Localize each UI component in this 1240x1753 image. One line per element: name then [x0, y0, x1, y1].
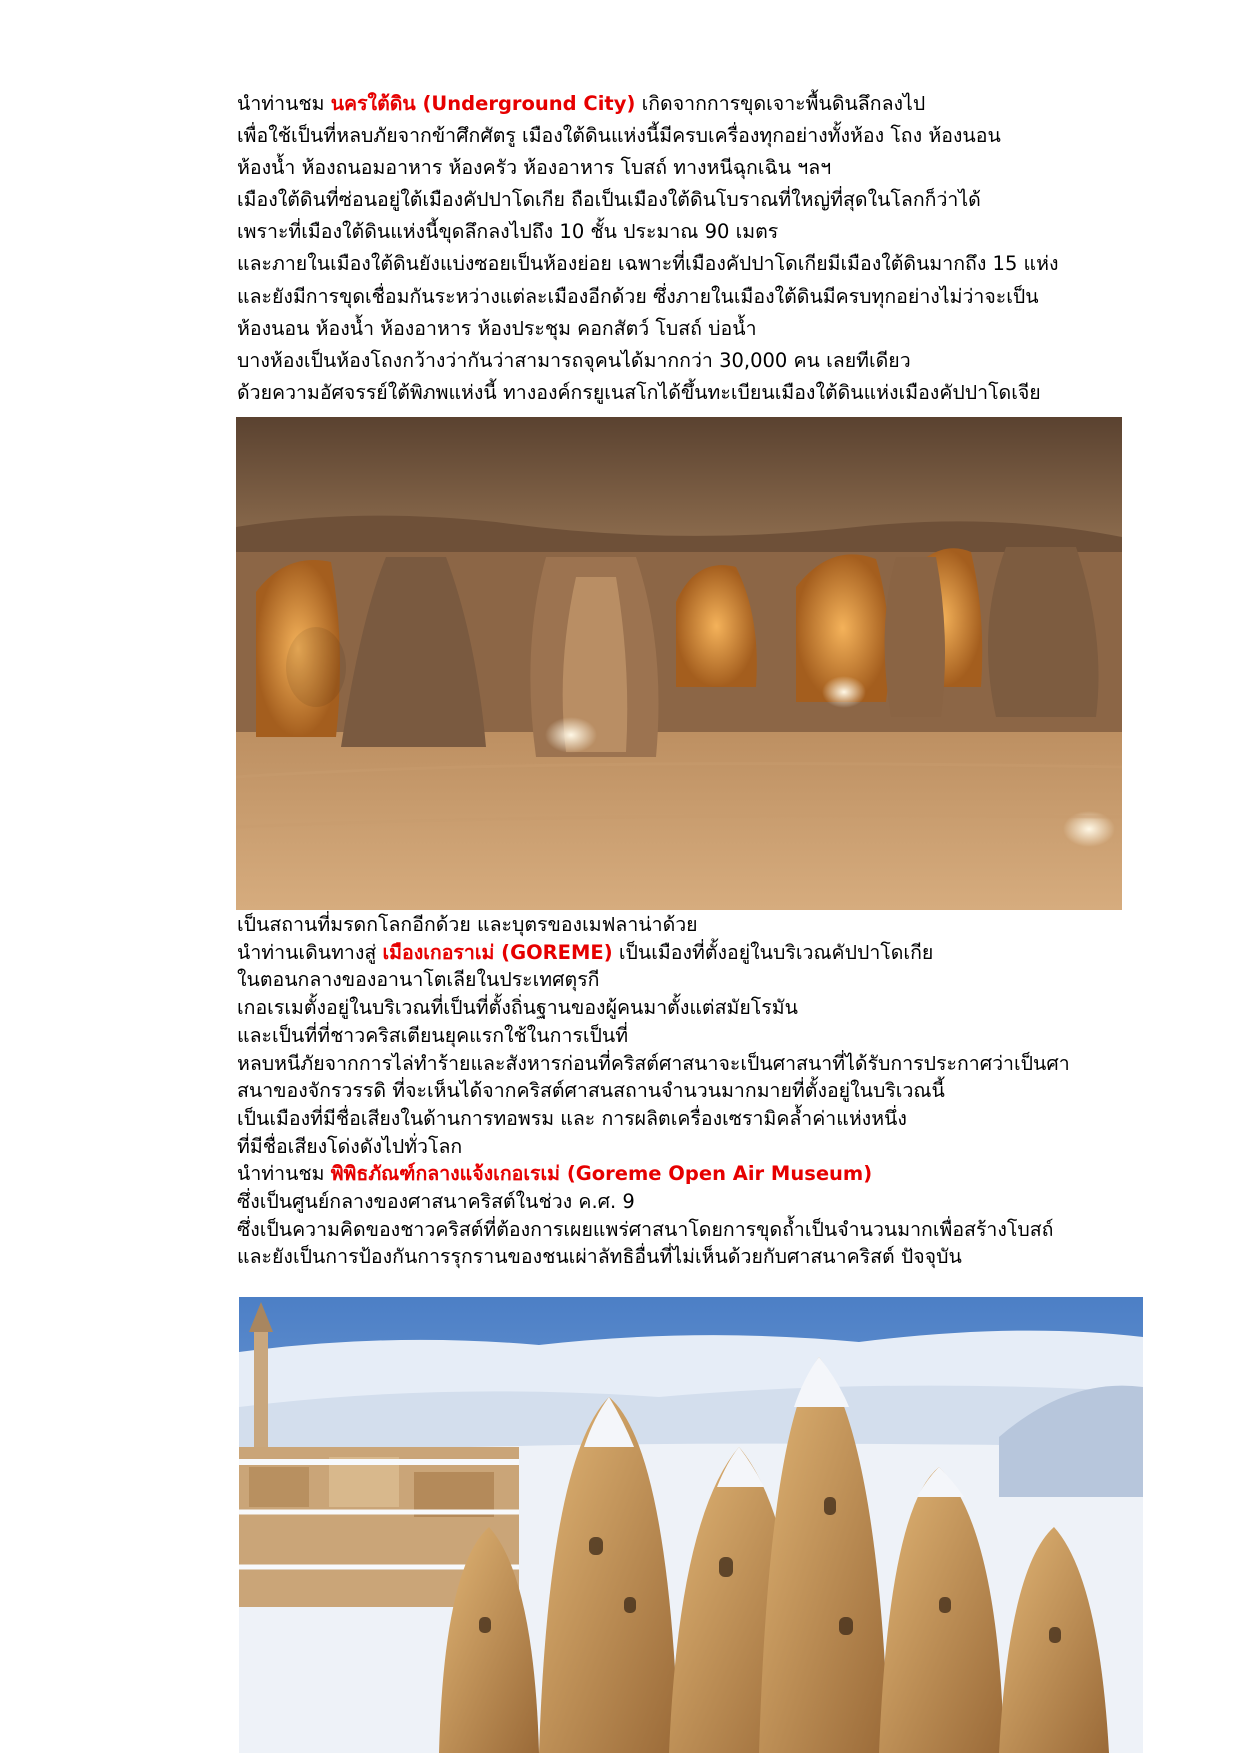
- underground-city-heading: นครใต้ดิน (Underground City): [330, 92, 636, 115]
- underground-city-photo: [236, 417, 1122, 910]
- text-line: เมืองใต้ดินที่ซ่อนอยู่ใต้เมืองคัปปาโดเกีย ถือเป็นเมืองใต้ดินโบราณที่ใหญ่ที่สุดในโลกก็ว่าได้: [237, 188, 981, 212]
- text-line: ในตอนกลางของอานาโตเลียในประเทศตุรกี: [237, 968, 600, 992]
- text-line: เป็นเมืองที่มีชื่อเสียงในด้านการทอพรม และ การผลิตเครื่องเซรามิคล้ำค่าแห่งหนึ่ง: [237, 1106, 907, 1130]
- text-line: เกอเรเมตั้งอยู่ในบริเวณที่เป็นที่ตั้งถิ่นฐานของผู้คนมาตั้งแต่สมัยโรมัน: [237, 996, 798, 1020]
- text-line: นำท่านชม นครใต้ดิน (Underground City) เกิดจากการขุดเจาะพื้นดินลึกลงไป: [237, 92, 926, 115]
- underground-city-paragraph: [237, 88, 1059, 409]
- text-line: ที่มีชื่อเสียงโด่งดังไปทั่วโลก: [237, 1134, 463, 1158]
- goreme-heading: เมืองเกอราเม่ (GOREME): [382, 940, 613, 964]
- text-line: นำท่านชม พิพิธภัณฑ์กลางแจ้งเกอเรเม่ (Goreme Open Air Museum): [237, 1162, 873, 1186]
- text-line: เพราะที่เมืองใต้ดินแห่งนี้ขุดลึกลงไปถึง 10 ชั้น ประมาณ 90 เมตร: [237, 220, 779, 244]
- goreme-paragraph: [237, 911, 1070, 1271]
- text-line: และยังเป็นการป้องกันการรุกรานของชนเผ่าลัทธิอื่นที่ไม่เห็นด้วยกับศาสนาคริสต์ ปัจจุบัน: [237, 1245, 962, 1269]
- text-line: และภายในเมืองใต้ดินยังแบ่งซอยเป็นห้องย่อย เฉพาะที่เมืองคัปปาโดเกียมีเมืองใต้ดินมากถึง 15 แห่ง: [237, 252, 1059, 276]
- text-line: สนาของจักรวรรดิ ที่จะเห็นได้จากคริสต์ศาสนสถานจำนวนมากมายที่ตั้งอยู่ในบริเวณนี้: [237, 1079, 945, 1103]
- text-line: นำท่านเดินทางสู่ เมืองเกอราเม่ (GOREME) เป็นเมืองที่ตั้งอยู่ในบริเวณคัปปาโดเกีย: [237, 940, 934, 964]
- text-line: ห้องน้ำ ห้องถนอมอาหาร ห้องครัว ห้องอาหาร โบสถ์ ทางหนีฉุกเฉิน ฯลฯ: [237, 156, 832, 180]
- text-line: เพื่อใช้เป็นที่หลบภัยจากข้าศึกศัตรู เมืองใต้ดินแห่งนี้มีครบเครื่องทุกอย่างทั้งห้อง โถง ห้องนอน: [237, 124, 1001, 148]
- text-line: ซึ่งเป็นศูนย์กลางของศาสนาคริสต์ในช่วง ค.ศ. 9: [237, 1190, 635, 1214]
- text-line: และเป็นที่ที่ชาวคริสเตียนยุคแรกใช้ในการเป็นที่: [237, 1023, 629, 1047]
- text-line: เป็นสถานที่มรดกโลกอีกด้วย และบุตรของเมฟลาน่าด้วย: [237, 913, 698, 936]
- text-line: ซึ่งเป็นความคิดของชาวคริสต์ที่ต้องการเผยแพร่ศาสนาโดยการขุดถ้ำเป็นจำนวนมากเพื่อสร้างโบสถ์: [237, 1217, 1054, 1241]
- text-line: บางห้องเป็นห้องโถงกว้างว่ากันว่าสามารถจุคนได้มากกว่า 30,000 คน เลยทีเดียว: [237, 348, 911, 372]
- text-line: หลบหนีภัยจากการไล่ทำร้ายและสังหารก่อนที่คริสต์ศาสนาจะเป็นศาสนาที่ได้รับการประกาศว่าเป็นศา: [237, 1051, 1070, 1075]
- goreme-museum-heading: พิพิธภัณฑ์กลางแจ้งเกอเรเม่ (Goreme Open Air Museum): [330, 1162, 873, 1186]
- text-line: ห้องนอน ห้องน้ำ ห้องอาหาร ห้องประชุม คอกสัตว์ โบสถ์ บ่อน้ำ: [237, 316, 757, 340]
- text-line: และยังมีการขุดเชื่อมกันระหว่างแต่ละเมืองอีกด้วย ซึ่งภายในเมืองใต้ดินมีครบทุกอย่างไม่ว่าจะเป็น: [237, 284, 1039, 308]
- text-line: ด้วยความอัศจรรย์ใต้พิภพแห่งนี้ ทางองค์กรยูเนสโกได้ขึ้นทะเบียนเมืองใต้ดินแห่งเมืองคัปปาโดเจีย: [237, 380, 1041, 404]
- goreme-winter-photo: [239, 1297, 1143, 1753]
